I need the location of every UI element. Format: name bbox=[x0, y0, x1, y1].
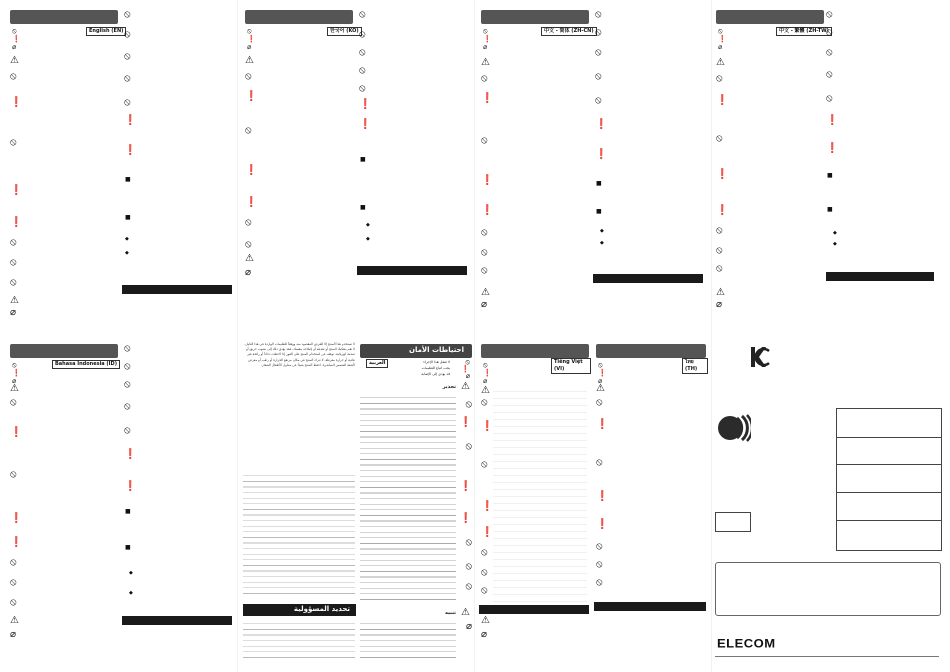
panel-vietnamese bbox=[479, 342, 591, 664]
instruction-icon: ❗ bbox=[359, 99, 372, 110]
prohibit-icon: ⦸ bbox=[483, 361, 488, 369]
safety-precautions-title: احتياطات الأمان bbox=[408, 346, 464, 354]
square-bullet-icon: ■ bbox=[125, 508, 131, 515]
arabic-text-block bbox=[243, 472, 355, 598]
prohibit-icon: ⦸ bbox=[595, 9, 602, 20]
instruction-icon: ❗ bbox=[12, 35, 21, 43]
prohibit-icon: ⦸ bbox=[481, 265, 488, 276]
disclaimer-heading-bar bbox=[594, 602, 706, 611]
section-header-bar bbox=[716, 10, 824, 24]
prohibit-icon: ⦸ bbox=[465, 358, 470, 366]
kc-mark-icon bbox=[750, 346, 770, 368]
blank-box bbox=[836, 408, 942, 438]
prohibit-icon: ⦸ bbox=[481, 247, 488, 258]
diamond-bullet-icon: ◆ bbox=[600, 240, 604, 246]
diamond-bullet-icon: ◆ bbox=[125, 236, 129, 242]
prohibit-icon: ⦸ bbox=[481, 73, 488, 84]
divider-line bbox=[715, 656, 939, 657]
prohibit-icon: ⦸ bbox=[465, 441, 472, 452]
warning-triangle-icon: ⚠ bbox=[481, 385, 490, 396]
instruction-icon: ❗ bbox=[124, 145, 137, 156]
instruction-icon: ❗ bbox=[718, 35, 727, 43]
disclaimer-heading-bar bbox=[593, 274, 703, 283]
section-header-bar bbox=[481, 10, 589, 24]
panel-arabic-header bbox=[360, 342, 474, 664]
disclaimer-heading: تحديد المسؤولية bbox=[293, 605, 350, 613]
text-block bbox=[493, 386, 587, 604]
square-bullet-icon: ■ bbox=[125, 214, 131, 221]
blank-box bbox=[836, 492, 942, 521]
instruction-icon: ❗ bbox=[461, 365, 470, 373]
prohibit-icon: ⦸ bbox=[245, 217, 252, 228]
panel-english bbox=[8, 8, 234, 330]
caution-icon: ⌀ bbox=[465, 372, 470, 380]
instruction-icon: ❗ bbox=[10, 427, 23, 438]
caution-heading: تنبيه bbox=[444, 610, 456, 616]
caution-icon: ⌀ bbox=[483, 377, 488, 385]
arabic-text-block bbox=[360, 620, 456, 660]
prohibit-icon: ⦸ bbox=[245, 71, 252, 82]
warning-triangle-icon: ⚠ bbox=[10, 383, 19, 394]
instruction-icon: ❗ bbox=[596, 519, 609, 530]
instruction-icon: ❗ bbox=[12, 369, 21, 377]
instruction-icon: ❗ bbox=[826, 115, 839, 126]
prohibit-icon: ⦸ bbox=[596, 541, 603, 552]
prohibit-icon: ⦸ bbox=[245, 239, 252, 250]
prohibit-icon: ⦸ bbox=[716, 133, 723, 144]
section-header-bar bbox=[245, 10, 353, 24]
panel-indonesian bbox=[8, 342, 234, 664]
section-header-bar bbox=[360, 344, 472, 358]
disclaimer-heading-bar bbox=[243, 604, 356, 616]
instruction-icon: ❗ bbox=[826, 143, 839, 154]
blank-box bbox=[836, 464, 942, 493]
warning-triangle-icon: ⚠ bbox=[461, 381, 470, 392]
square-bullet-icon: ■ bbox=[125, 176, 131, 183]
warning-heading: تحذير bbox=[442, 384, 456, 390]
prohibit-icon: ⦸ bbox=[359, 83, 366, 94]
prohibit-icon: ⦸ bbox=[481, 397, 488, 408]
caution-icon: ⌀ bbox=[245, 267, 252, 278]
prohibit-icon: ⦸ bbox=[359, 65, 366, 76]
warning-triangle-icon: ⚠ bbox=[716, 287, 725, 298]
warning-triangle-icon: ⚠ bbox=[10, 55, 19, 66]
instruction-icon: ❗ bbox=[10, 513, 23, 524]
prohibit-icon: ⦸ bbox=[359, 9, 366, 20]
diamond-bullet-icon: ◆ bbox=[600, 228, 604, 234]
prohibit-icon: ⦸ bbox=[481, 227, 488, 238]
instruction-icon: ❗ bbox=[245, 91, 258, 102]
caution-icon: ⌀ bbox=[481, 299, 488, 310]
prohibit-icon: ⦸ bbox=[465, 537, 472, 548]
warning-triangle-icon: ⚠ bbox=[481, 57, 490, 68]
square-bullet-icon: ■ bbox=[360, 204, 366, 211]
prohibit-icon: ⦸ bbox=[716, 245, 723, 256]
language-label: Bahasa Indonesia (ID) bbox=[52, 360, 120, 369]
instruction-icon: ❗ bbox=[598, 369, 607, 377]
panel-chinese-traditional bbox=[714, 8, 940, 330]
prohibit-icon: ⦸ bbox=[359, 29, 366, 40]
instruction-icon: ❗ bbox=[124, 115, 137, 126]
arabic-text-block bbox=[360, 394, 456, 604]
prohibit-icon: ⦸ bbox=[598, 361, 603, 369]
prohibit-icon: ⦸ bbox=[596, 457, 603, 468]
warning-triangle-icon: ⚠ bbox=[245, 253, 254, 264]
section-header-bar bbox=[10, 10, 118, 24]
language-label: Tiếng Việt (VI) bbox=[551, 358, 591, 374]
instruction-icon: ❗ bbox=[10, 537, 23, 548]
prohibit-icon: ⦸ bbox=[481, 135, 488, 146]
prohibit-icon: ⦸ bbox=[718, 27, 723, 35]
prohibit-icon: ⦸ bbox=[826, 27, 833, 38]
language-label: English (EN) bbox=[86, 27, 126, 36]
prohibit-icon: ⦸ bbox=[124, 401, 131, 412]
prohibit-icon: ⦸ bbox=[10, 557, 17, 568]
caution-icon: ⌀ bbox=[716, 299, 723, 310]
prohibit-icon: ⦸ bbox=[596, 559, 603, 570]
prohibit-icon: ⦸ bbox=[481, 547, 488, 558]
disclaimer-heading-bar bbox=[826, 272, 934, 281]
instruction-icon: ❗ bbox=[359, 119, 372, 130]
kc-mark-icon bbox=[750, 346, 770, 368]
warning-triangle-icon: ⚠ bbox=[10, 295, 19, 306]
panel-divider bbox=[474, 0, 475, 672]
prohibit-icon: ⦸ bbox=[595, 47, 602, 58]
caution-icon: ⌀ bbox=[483, 43, 488, 51]
prohibit-icon: ⦸ bbox=[124, 51, 131, 62]
diamond-bullet-icon: ◆ bbox=[833, 241, 837, 247]
caution-icon: ⌀ bbox=[247, 43, 252, 51]
instruction-icon: ❗ bbox=[716, 169, 729, 180]
instruction-icon: ❗ bbox=[481, 527, 494, 538]
prohibit-icon: ⦸ bbox=[359, 47, 366, 58]
arabic-warning-text: لا تستخدم هذا المنتج إلا للغرض المقصود منه ووفقاً للتعليمات الواردة في هذا الدليل. لا تقم بتفكيك المنتج أو تعديله أو إصلاحه بنفسك، فقد يؤدي ذلك إلى نشوب حريق أو صدمة كهربائية. توقف عن استخدام المنتج على الفور إذا لاحظت دخاناً أو رائحة غير عادية أو حرارة مفرطة. لا تترك المنتج في مكان مرتفع الحرارة أو رطب أو معرض لأشعة الشمس المباشرة. احفظ المنتج بعيداً عن متناول الأطفال الصغار. bbox=[244, 342, 355, 367]
square-bullet-icon: ■ bbox=[596, 208, 602, 215]
square-bullet-icon: ■ bbox=[360, 156, 366, 163]
instruction-icon: ❗ bbox=[483, 369, 492, 377]
disclaimer-text-block bbox=[243, 620, 355, 662]
prohibit-icon: ⦸ bbox=[826, 69, 833, 80]
warning-triangle-icon: ⚠ bbox=[461, 607, 470, 618]
prohibit-icon: ⦸ bbox=[596, 397, 603, 408]
prohibit-icon: ⦸ bbox=[716, 263, 723, 274]
legend-item: يجب اتباع التعليمات bbox=[421, 366, 450, 370]
instruction-icon: ❗ bbox=[596, 419, 609, 430]
legend-item: قد يؤدي إلى الإصابة bbox=[421, 372, 450, 376]
prohibit-icon: ⦸ bbox=[716, 225, 723, 236]
caution-icon: ⌀ bbox=[10, 307, 17, 318]
prohibit-icon: ⦸ bbox=[826, 47, 833, 58]
diamond-bullet-icon: ◆ bbox=[125, 250, 129, 256]
prohibit-icon: ⦸ bbox=[481, 459, 488, 470]
recycle-mark-icon bbox=[715, 412, 751, 444]
diamond-bullet-icon: ◆ bbox=[129, 590, 133, 596]
warning-triangle-icon: ⚠ bbox=[596, 383, 605, 394]
panel-arabic-body bbox=[243, 342, 357, 664]
legend-item: لا تفعل هذا الإجراء bbox=[423, 360, 450, 364]
panel-korean bbox=[243, 8, 469, 330]
diamond-bullet-icon: ◆ bbox=[129, 570, 133, 576]
instruction-icon: ❗ bbox=[481, 175, 494, 186]
warning-triangle-icon: ⚠ bbox=[716, 57, 725, 68]
prohibit-icon: ⦸ bbox=[826, 93, 833, 104]
instruction-icon: ❗ bbox=[481, 93, 494, 104]
prohibit-icon: ⦸ bbox=[481, 585, 488, 596]
instruction-icon: ❗ bbox=[459, 481, 472, 492]
prohibit-icon: ⦸ bbox=[12, 361, 17, 369]
back-cover-panel bbox=[712, 336, 946, 666]
caution-icon: ⌀ bbox=[718, 43, 723, 51]
elecom-logo: ELECOM bbox=[717, 636, 776, 651]
prohibit-icon: ⦸ bbox=[826, 9, 833, 20]
warning-triangle-icon: ⚠ bbox=[10, 615, 19, 626]
instruction-icon: ❗ bbox=[10, 185, 23, 196]
prohibit-icon: ⦸ bbox=[124, 343, 131, 354]
blank-box bbox=[715, 512, 751, 532]
instruction-icon: ❗ bbox=[10, 217, 23, 228]
prohibit-icon: ⦸ bbox=[10, 277, 17, 288]
diamond-bullet-icon: ◆ bbox=[366, 222, 370, 228]
instruction-icon: ❗ bbox=[595, 119, 608, 130]
prohibit-icon: ⦸ bbox=[10, 469, 17, 480]
instruction-icon: ❗ bbox=[481, 421, 494, 432]
prohibit-icon: ⦸ bbox=[465, 561, 472, 572]
language-label: 한국어 (KO) bbox=[327, 27, 362, 36]
instruction-icon: ❗ bbox=[124, 449, 137, 460]
prohibit-icon: ⦸ bbox=[10, 137, 17, 148]
prohibit-icon: ⦸ bbox=[10, 71, 17, 82]
prohibit-icon: ⦸ bbox=[10, 597, 17, 608]
instruction-icon: ❗ bbox=[459, 513, 472, 524]
prohibit-icon: ⦸ bbox=[124, 379, 131, 390]
language-label: 中文 - 繁體 (ZH-TW) bbox=[776, 27, 832, 36]
prohibit-icon: ⦸ bbox=[124, 97, 131, 108]
prohibit-icon: ⦸ bbox=[481, 567, 488, 578]
instruction-icon: ❗ bbox=[481, 501, 494, 512]
instruction-icon: ❗ bbox=[481, 205, 494, 216]
disclaimer-heading-bar bbox=[357, 266, 467, 275]
language-label: العربية bbox=[366, 359, 388, 368]
instruction-icon: ❗ bbox=[596, 491, 609, 502]
disclaimer-heading-bar bbox=[122, 616, 232, 625]
section-header-bar bbox=[10, 344, 118, 358]
prohibit-icon: ⦸ bbox=[10, 577, 17, 588]
warning-triangle-icon: ⚠ bbox=[245, 55, 254, 66]
panel-divider bbox=[237, 0, 238, 672]
instruction-icon: ❗ bbox=[245, 165, 258, 176]
prohibit-icon: ⦸ bbox=[465, 399, 472, 410]
warning-triangle-icon: ⚠ bbox=[481, 615, 490, 626]
section-header-bar bbox=[596, 344, 706, 358]
prohibit-icon: ⦸ bbox=[483, 27, 488, 35]
language-label: 中文 - 简体 (ZH-CN) bbox=[541, 27, 597, 36]
diamond-bullet-icon: ◆ bbox=[833, 230, 837, 236]
prohibit-icon: ⦸ bbox=[465, 581, 472, 592]
instruction-icon: ❗ bbox=[10, 97, 23, 108]
panel-thai bbox=[594, 342, 708, 664]
recycle-mark-icon bbox=[715, 412, 751, 444]
caution-icon: ⌀ bbox=[465, 621, 472, 632]
instruction-icon: ❗ bbox=[124, 481, 137, 492]
instruction-icon: ❗ bbox=[247, 35, 256, 43]
caution-icon: ⌀ bbox=[12, 377, 17, 385]
warning-triangle-icon: ⚠ bbox=[481, 287, 490, 298]
prohibit-icon: ⦸ bbox=[595, 95, 602, 106]
diamond-bullet-icon: ◆ bbox=[366, 236, 370, 242]
disclaimer-heading-bar bbox=[122, 285, 232, 294]
instruction-icon: ❗ bbox=[716, 205, 729, 216]
prohibit-icon: ⦸ bbox=[10, 397, 17, 408]
instruction-icon: ❗ bbox=[483, 35, 492, 43]
instruction-icon: ❗ bbox=[459, 417, 472, 428]
blank-box bbox=[836, 520, 942, 551]
caution-icon: ⌀ bbox=[12, 43, 17, 51]
caution-icon: ⌀ bbox=[10, 629, 17, 640]
prohibit-icon: ⦸ bbox=[12, 27, 17, 35]
info-box bbox=[715, 562, 941, 616]
instruction-icon: ❗ bbox=[716, 95, 729, 106]
instruction-icon: ❗ bbox=[245, 197, 258, 208]
square-bullet-icon: ■ bbox=[827, 172, 833, 179]
prohibit-icon: ⦸ bbox=[10, 257, 17, 268]
blank-box bbox=[836, 436, 942, 465]
square-bullet-icon: ■ bbox=[596, 180, 602, 187]
language-label: ไทย (TH) bbox=[682, 358, 708, 374]
prohibit-icon: ⦸ bbox=[124, 361, 131, 372]
caution-icon: ⌀ bbox=[481, 629, 488, 640]
square-bullet-icon: ■ bbox=[827, 206, 833, 213]
prohibit-icon: ⦸ bbox=[245, 125, 252, 136]
prohibit-icon: ⦸ bbox=[596, 577, 603, 588]
prohibit-icon: ⦸ bbox=[595, 27, 602, 38]
prohibit-icon: ⦸ bbox=[595, 71, 602, 82]
prohibit-icon: ⦸ bbox=[247, 27, 252, 35]
prohibit-icon: ⦸ bbox=[10, 237, 17, 248]
prohibit-icon: ⦸ bbox=[124, 29, 131, 40]
prohibit-icon: ⦸ bbox=[124, 9, 131, 20]
instruction-icon: ❗ bbox=[595, 149, 608, 160]
prohibit-icon: ⦸ bbox=[124, 425, 131, 436]
square-bullet-icon: ■ bbox=[125, 544, 131, 551]
caution-icon: ⌀ bbox=[598, 377, 603, 385]
disclaimer-heading-bar bbox=[479, 605, 589, 614]
prohibit-icon: ⦸ bbox=[124, 73, 131, 84]
panel-chinese-simplified bbox=[479, 8, 705, 330]
section-header-bar bbox=[481, 344, 589, 358]
prohibit-icon: ⦸ bbox=[716, 73, 723, 84]
